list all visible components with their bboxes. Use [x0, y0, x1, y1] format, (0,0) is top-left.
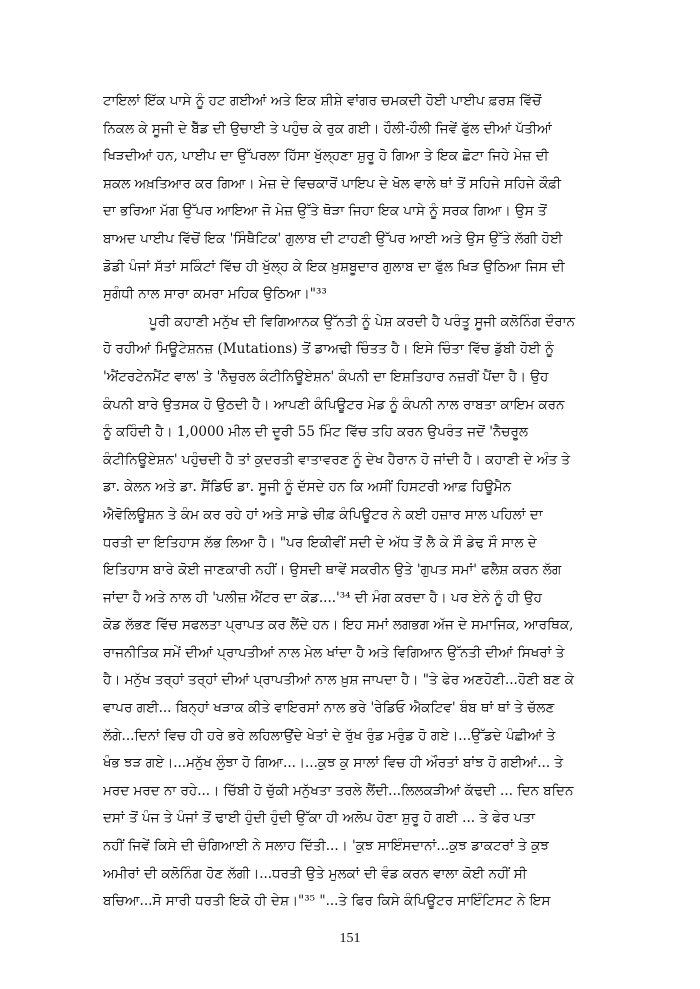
- text-line: ਡੋਡੀ ਪੰਜਾਂ ਸੱਤਾਂ ਸਕਿੰਟਾਂ ਵਿੱਚ ਹੀ ਖੁੱਲ੍ਹ ਕੇ ਇਕ ਖ਼ੁਸ਼ਬੂਦਾਰ ਗੁਲਾਬ ਦਾ ਫੁੱਲ ਖਿੜ ਉਠਿਆ ਜਿਸ ਦੀ: [103, 258, 565, 275]
- page-number: 151: [339, 931, 361, 946]
- text-line: ਮਰਦ ਮਰਦ ਨਾ ਰਹੇ...। ਚਿੱਬੀ ਹੋ ਚੁੱਕੀ ਮਨੁੱਖਤਾ ਤਰਲੇ ਲੈਂਦੀ...ਲਿਲਕੜੀਆਂ ਕੱਢਦੀ ... ਦਿਨ ਬਦਿਨ: [103, 782, 574, 799]
- text-line: ਕੋਡ ਲੱਭਣ ਵਿੱਚ ਸਫਲਤਾ ਪ੍ਰਾਪਤ ਕਰ ਲੈਂਦੇ ਹਨ। ਇਹ ਸਮਾਂ ਲਗਭਗ ਅੱਜ ਦੇ ਸਮਾਜਿਕ, ਆਰਥਿਕ,: [103, 617, 574, 634]
- text-line: ਖਿੜਦੀਆਂ ਹਨ, ਪਾਈਪ ਦਾ ਉੱਪਰਲਾ ਹਿੱਸਾ ਖੁੱਲ੍ਹਣਾ ਸ਼ੁਰੂ ਹੋ ਗਿਆ ਤੇ ਇਕ ਛੋਟਾ ਜਿਹੇ ਮੇਜ਼ ਦੀ: [103, 148, 549, 165]
- text-line: ਨਿਕਲ ਕੇ ਸੂਜੀ ਦੇ ਬੈੱਡ ਦੀ ਉਚਾਈ ਤੇ ਪਹੁੰਚ ਕੇ ਰੁਕ ਗਈ। ਹੌਲੀ-ਹੌਲੀ ਜਿਵੇਂ ਫੁੱਲ ਦੀਆਂ ਪੱਤੀਆਂ: [103, 120, 552, 137]
- text-line: ਅਮੀਰਾਂ ਦੀ ਕਲੋਨਿੰਗ ਹੋਣ ਲੱਗੀ।...ਧਰਤੀ ਉਤੇ ਮੁਲਕਾਂ ਦੀ ਵੰਡ ਕਰਨ ਵਾਲਾ ਕੋਈ ਨਹੀਂ ਸੀ: [103, 865, 527, 882]
- text-line: 'ਐਂਟਰਟੇਨਮੈਂਟ ਵਾਲ' ਤੇ 'ਨੈਚੁਰਲ ਕੰਟੀਨਿਊਏਸ਼ਨ' ਕੰਪਨੀ ਦਾ ਇਸ਼ਤਿਹਾਰ ਨਜ਼ਰੀਂ ਪੈਂਦਾ ਹੈ। ਉਹ: [103, 368, 549, 385]
- text-line: ਨੂੰ ਕਹਿੰਦੀ ਹੈ। 1,0000 ਮੀਲ ਦੀ ਦੂਰੀ 55 ਮਿੰਟ ਵਿੱਚ ਤਹਿ ਕਰਨ ਉਪਰੰਤ ਜਦੋਂ 'ਨੈਚਰੂਲ: [103, 424, 528, 441]
- text-line: ਟਾਇਲਾਂ ਇੱਕ ਪਾਸੇ ਨੂੰ ਹਟ ਗਈਆਂ ਅਤੇ ਇਕ ਸ਼ੀਸ਼ੇ ਵਾਂਗਰ ਚਮਕਦੀ ਹੋਈ ਪਾਈਪ ਫ਼ਰਸ਼ ਵਿੱਚੋਂ: [103, 93, 542, 109]
- text-line: ਬਾਅਦ ਪਾਈਪ ਵਿੱਚੋਂ ਇਕ 'ਸਿੰਥੈਟਿਕ' ਗੁਲਾਬ ਦੀ ਟਾਹਣੀ ਉੱਪਰ ਆਈ ਅਤੇ ਉਸ ਉੱਤੇ ਲੱਗੀ ਹੋਈ: [103, 230, 563, 247]
- paragraph-first-line: ਪੂਰੀ ਕਹਾਣੀ ਮਨੁੱਖ ਦੀ ਵਿਗਿਆਨਕ ਉੱਨਤੀ ਨੂੰ ਪੇਸ਼ ਕਰਦੀ ਹੈ ਪਰੰਤੂ ਸੂਜੀ ਕਲੋਨਿੰਗ ਦੌਰਾਨ: [149, 313, 575, 330]
- text-line: ਦਾ ਭਰਿਆ ਮੱਗ ਉੱਪਰ ਆਇਆ ਜੋ ਮੇਜ਼ ਉੱਤੇ ਥੋੜਾ ਜਿਹਾ ਇਕ ਪਾਸੇ ਨੂੰ ਸਰਕ ਗਿਆ। ਉਸ ਤੋਂ: [103, 203, 547, 220]
- text-line: ਲੱਗੇ...ਦਿਨਾਂ ਵਿਚ ਹੀ ਹਰੇ ਭਰੇ ਲਹਿਲਾਉਂਦੇ ਖੇਤਾਂ ਦੇ ਰੁੱਖ ਰੁੰਡ ਮਰੁੰਡ ਹੋ ਗਏ।...ਉੱਡਦੇ ਪੰਛੀਆਂ ਤੇ: [103, 727, 556, 744]
- text-line: ਰਾਜਨੀਤਿਕ ਸਮੇਂ ਦੀਆਂ ਪ੍ਰਾਪਤੀਆਂ ਨਾਲ ਮੇਲ ਖਾਂਦਾ ਹੈ ਅਤੇ ਵਿਗਿਆਨ ਉੱਨਤੀ ਦੀਆਂ ਸਿਖਰਾਂ ਤੇ: [103, 644, 565, 661]
- text-line: ਸੁਗੰਧੀ ਨਾਲ ਸਾਰਾ ਕਮਰਾ ਮਹਿਕ ਉਠਿਆ।"³³: [103, 286, 327, 303]
- text-line: ਹੈ। ਮਨੁੱਖ ਤਰ੍ਹਾਂ ਤਰ੍ਹਾਂ ਦੀਆਂ ਪ੍ਰਾਪਤੀਆਂ ਨਾਲ ਖ਼ੁਸ਼ ਜਾਪਦਾ ਹੈ। "ਤੇ ਫੇਰ ਅਣਹੋਣੀ...ਹੋਣੀ ਬਣ ਕੇ: [103, 672, 574, 689]
- text-line: ਐਵੋਲਿਊਸ਼ਨ ਤੇ ਕੰਮ ਕਰ ਰਹੇ ਹਾਂ ਅਤੇ ਸਾਡੇ ਚੀਫ਼ ਕੰਪਿਊਟਰ ਨੇ ਕਈ ਹਜ਼ਾਰ ਸਾਲ ਪਹਿਲਾਂ ਦਾ: [103, 506, 543, 523]
- text-line: ਨਹੀਂ ਜਿਵੇਂ ਕਿਸੇ ਦੀ ਚੰਗਿਆਈ ਨੇ ਸਲਾਹ ਦਿੱਤੀ...। 'ਕੁਝ ਸਾਇੰਸਦਾਨਾਂ...ਕੁਝ ਡਾਕਟਰਾਂ ਤੇ ਕੁਝ: [103, 838, 549, 855]
- text-line: ਖੰਭ ਝੜ ਗਏ।...ਮਨੁੱਖ ਲੁੰਝਾ ਹੋ ਗਿਆ...।...ਕੁਝ ਕੁ ਸਾਲਾਂ ਵਿਚ ਹੀ ਔਰਤਾਂ ਬਾਂਝ ਹੋ ਗਈਆਂ... ਤੇ: [103, 755, 564, 772]
- page-body: [103, 88, 615, 916]
- text-line: ਕੰਟੀਨਿਊਏਸ਼ਨ' ਪਹੁੰਚਦੀ ਹੈ ਤਾਂ ਕੁਦਰਤੀ ਵਾਤਾਵਰਣ ਨੂੰ ਦੇਖ ਹੈਰਾਨ ਹੋ ਜਾਂਦੀ ਹੈ। ਕਹਾਣੀ ਦੇ ਅੰਤ ਤੇ: [103, 451, 571, 468]
- text-line: ਕੰਪਨੀ ਬਾਰੇ ਉਤਸਕ ਹੋ ਉਠਦੀ ਹੈ। ਆਪਣੀ ਕੰਪਿਊਟਰ ਮੇਡ ਨੂੰ ਕੰਪਨੀ ਨਾਲ ਰਾਬਤਾ ਕਾਇਮ ਕਰਨ: [103, 396, 565, 413]
- text-line: ਜਾਂਦਾ ਹੈ ਅਤੇ ਨਾਲ ਹੀ 'ਪਲੀਜ਼ ਐਂਟਰ ਦਾ ਕੋਡ....'³⁴ ਦੀ ਮੰਗ ਕਰਦਾ ਹੈ। ਪਰ ਏਨੇ ਨੂੰ ਹੀ ਉਹ: [103, 589, 542, 606]
- text-line: ਬਚਿਆ...ਸੋ ਸਾਰੀ ਧਰਤੀ ਇਕੋ ਹੀ ਦੇਸ਼।"³⁵ "...ਤੇ ਫਿਰ ਕਿਸੇ ਕੰਪਿਊਟਰ ਸਾਇੰਟਿਸਟ ਨੇ ਇਸ: [103, 893, 551, 910]
- text-line: ਡਾ. ਕੇਲਨ ਅਤੇ ਡਾ. ਸੈਂਡਿਓ ਡਾ. ਸੂਜੀ ਨੂੰ ਦੱਸਦੇ ਹਨ ਕਿ ਅਸੀਂ ਹਿਸਟਰੀ ਆਫ਼ ਹਿਊਮੈਨ: [103, 479, 512, 496]
- text-line: ਇਤਿਹਾਸ ਬਾਰੇ ਕੋਈ ਜਾਣਕਾਰੀ ਨਹੀਂ। ਉਸਦੀ ਥਾਵੇਂ ਸਕਰੀਨ ਉਤੇ 'ਗੁਪਤ ਸਮਾਂ' ਫਲੈਸ਼ ਕਰਨ ਲੱਗ: [103, 562, 562, 579]
- text-line: ਧਰਤੀ ਦਾ ਇਤਿਹਾਸ ਲੱਭ ਲਿਆ ਹੈ। "ਪਰ ਇਕੀਵੀਂ ਸਦੀ ਦੇ ਅੱਧ ਤੋਂ ਲੈ ਕੇ ਸੌ ਡੇਢ ਸੌ ਸਾਲ ਦੇ: [103, 534, 537, 551]
- text-line: ਸ਼ਕਲ ਅਖ਼ਤਿਆਰ ਕਰ ਗਿਆ। ਮੇਜ਼ ਦੇ ਵਿਚਕਾਰੋਂ ਪਾਇਪ ਦੇ ਖੋਲ ਵਾਲੇ ਥਾਂ ਤੋਂ ਸਹਿਜੇ ਸਹਿਜੇ ਕੌਫ਼ੀ: [103, 175, 562, 192]
- text-line: ਵਾਪਰ ਗਈ... ਬਿਨ੍ਹਾਂ ਖੜਾਕ ਕੀਤੇ ਵਾਇਰਸਾਂ ਨਾਲ ਭਰੇ 'ਰੇਡਿਓ ਐਕਟਿਵ' ਬੰਬ ਥਾਂ ਥਾਂ ਤੇ ਚੱਲਣ: [103, 700, 555, 717]
- text-line: ਦਸਾਂ ਤੋਂ ਪੰਜ ਤੇ ਪੰਜਾਂ ਤੋਂ ਢਾਈ ਹੁੰਦੀ ਹੁੰਦੀ ਉੱਕਾ ਹੀ ਅਲੋਪ ਹੋਣਾ ਸ਼ੁਰੂ ਹੋ ਗਈ ... ਤੇ ਫੇਰ ਪਤਾ: [103, 810, 535, 827]
- text-line: ਹੋ ਰਹੀਆਂ ਮਿਊਟੇਸ਼ਨਜ਼ (Mutations) ਤੋਂ ਡਾਅਢੀ ਚਿੰਤਤ ਹੈ। ਇਸੇ ਚਿੰਤਾ ਵਿੱਚ ਡੁੱਬੀ ਹੋਈ ਨੂੰ: [103, 341, 554, 358]
